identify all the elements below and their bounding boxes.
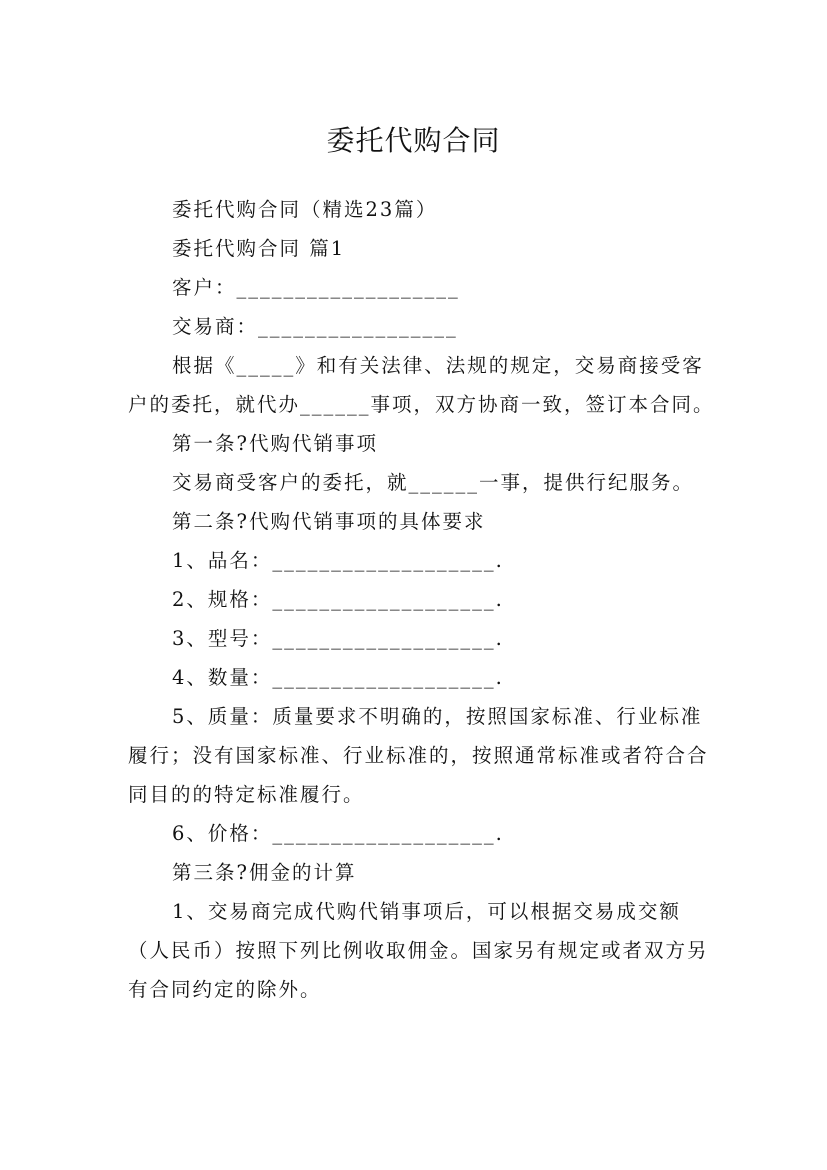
item-model-field: 3、型号：___________________. xyxy=(172,627,504,650)
item-quantity-field: 4、数量：___________________. xyxy=(172,666,504,689)
document-body xyxy=(128,190,718,1009)
item-quality-paragraph: 5、质量：质量要求不明确的，按照国家标准、行业标准履行；没有国家标准、行业标准的，按照通常标准或者符合合同目的的特定标准履行。 xyxy=(128,705,709,806)
item-price-field: 6、价格：___________________. xyxy=(172,822,504,845)
article-3-heading: 第三条?佣金的计算 xyxy=(172,861,357,884)
subtitle-paragraph: 委托代购合同（精选23篇） xyxy=(172,198,438,221)
item-name-field: 1、品名：___________________. xyxy=(172,549,504,572)
article-1-text: 交易商受客户的委托，就______一事，提供行纪服务。 xyxy=(172,471,695,494)
preamble-paragraph: 根据《_____》和有关法律、法规的规定，交易商接受客户的委托，就代办______事项，双方协商一致，签订本合同。 xyxy=(128,354,715,416)
customer-field: 客户：___________________ xyxy=(172,276,460,299)
section-heading: 委托代购合同 篇1 xyxy=(172,237,346,260)
article-2-heading: 第二条?代购代销事项的具体要求 xyxy=(172,510,486,533)
commission-paragraph: 1、交易商完成代购代销事项后，可以根据交易成交额（人民币）按照下列比例收取佣金。国家另有规定或者双方另有合同约定的除外。 xyxy=(128,900,709,1001)
article-1-heading: 第一条?代购代销事项 xyxy=(172,432,378,455)
item-spec-field: 2、规格：___________________. xyxy=(172,588,504,611)
document-title: 委托代购合同 xyxy=(326,123,501,157)
trader-field: 交易商：_________________ xyxy=(172,315,458,338)
